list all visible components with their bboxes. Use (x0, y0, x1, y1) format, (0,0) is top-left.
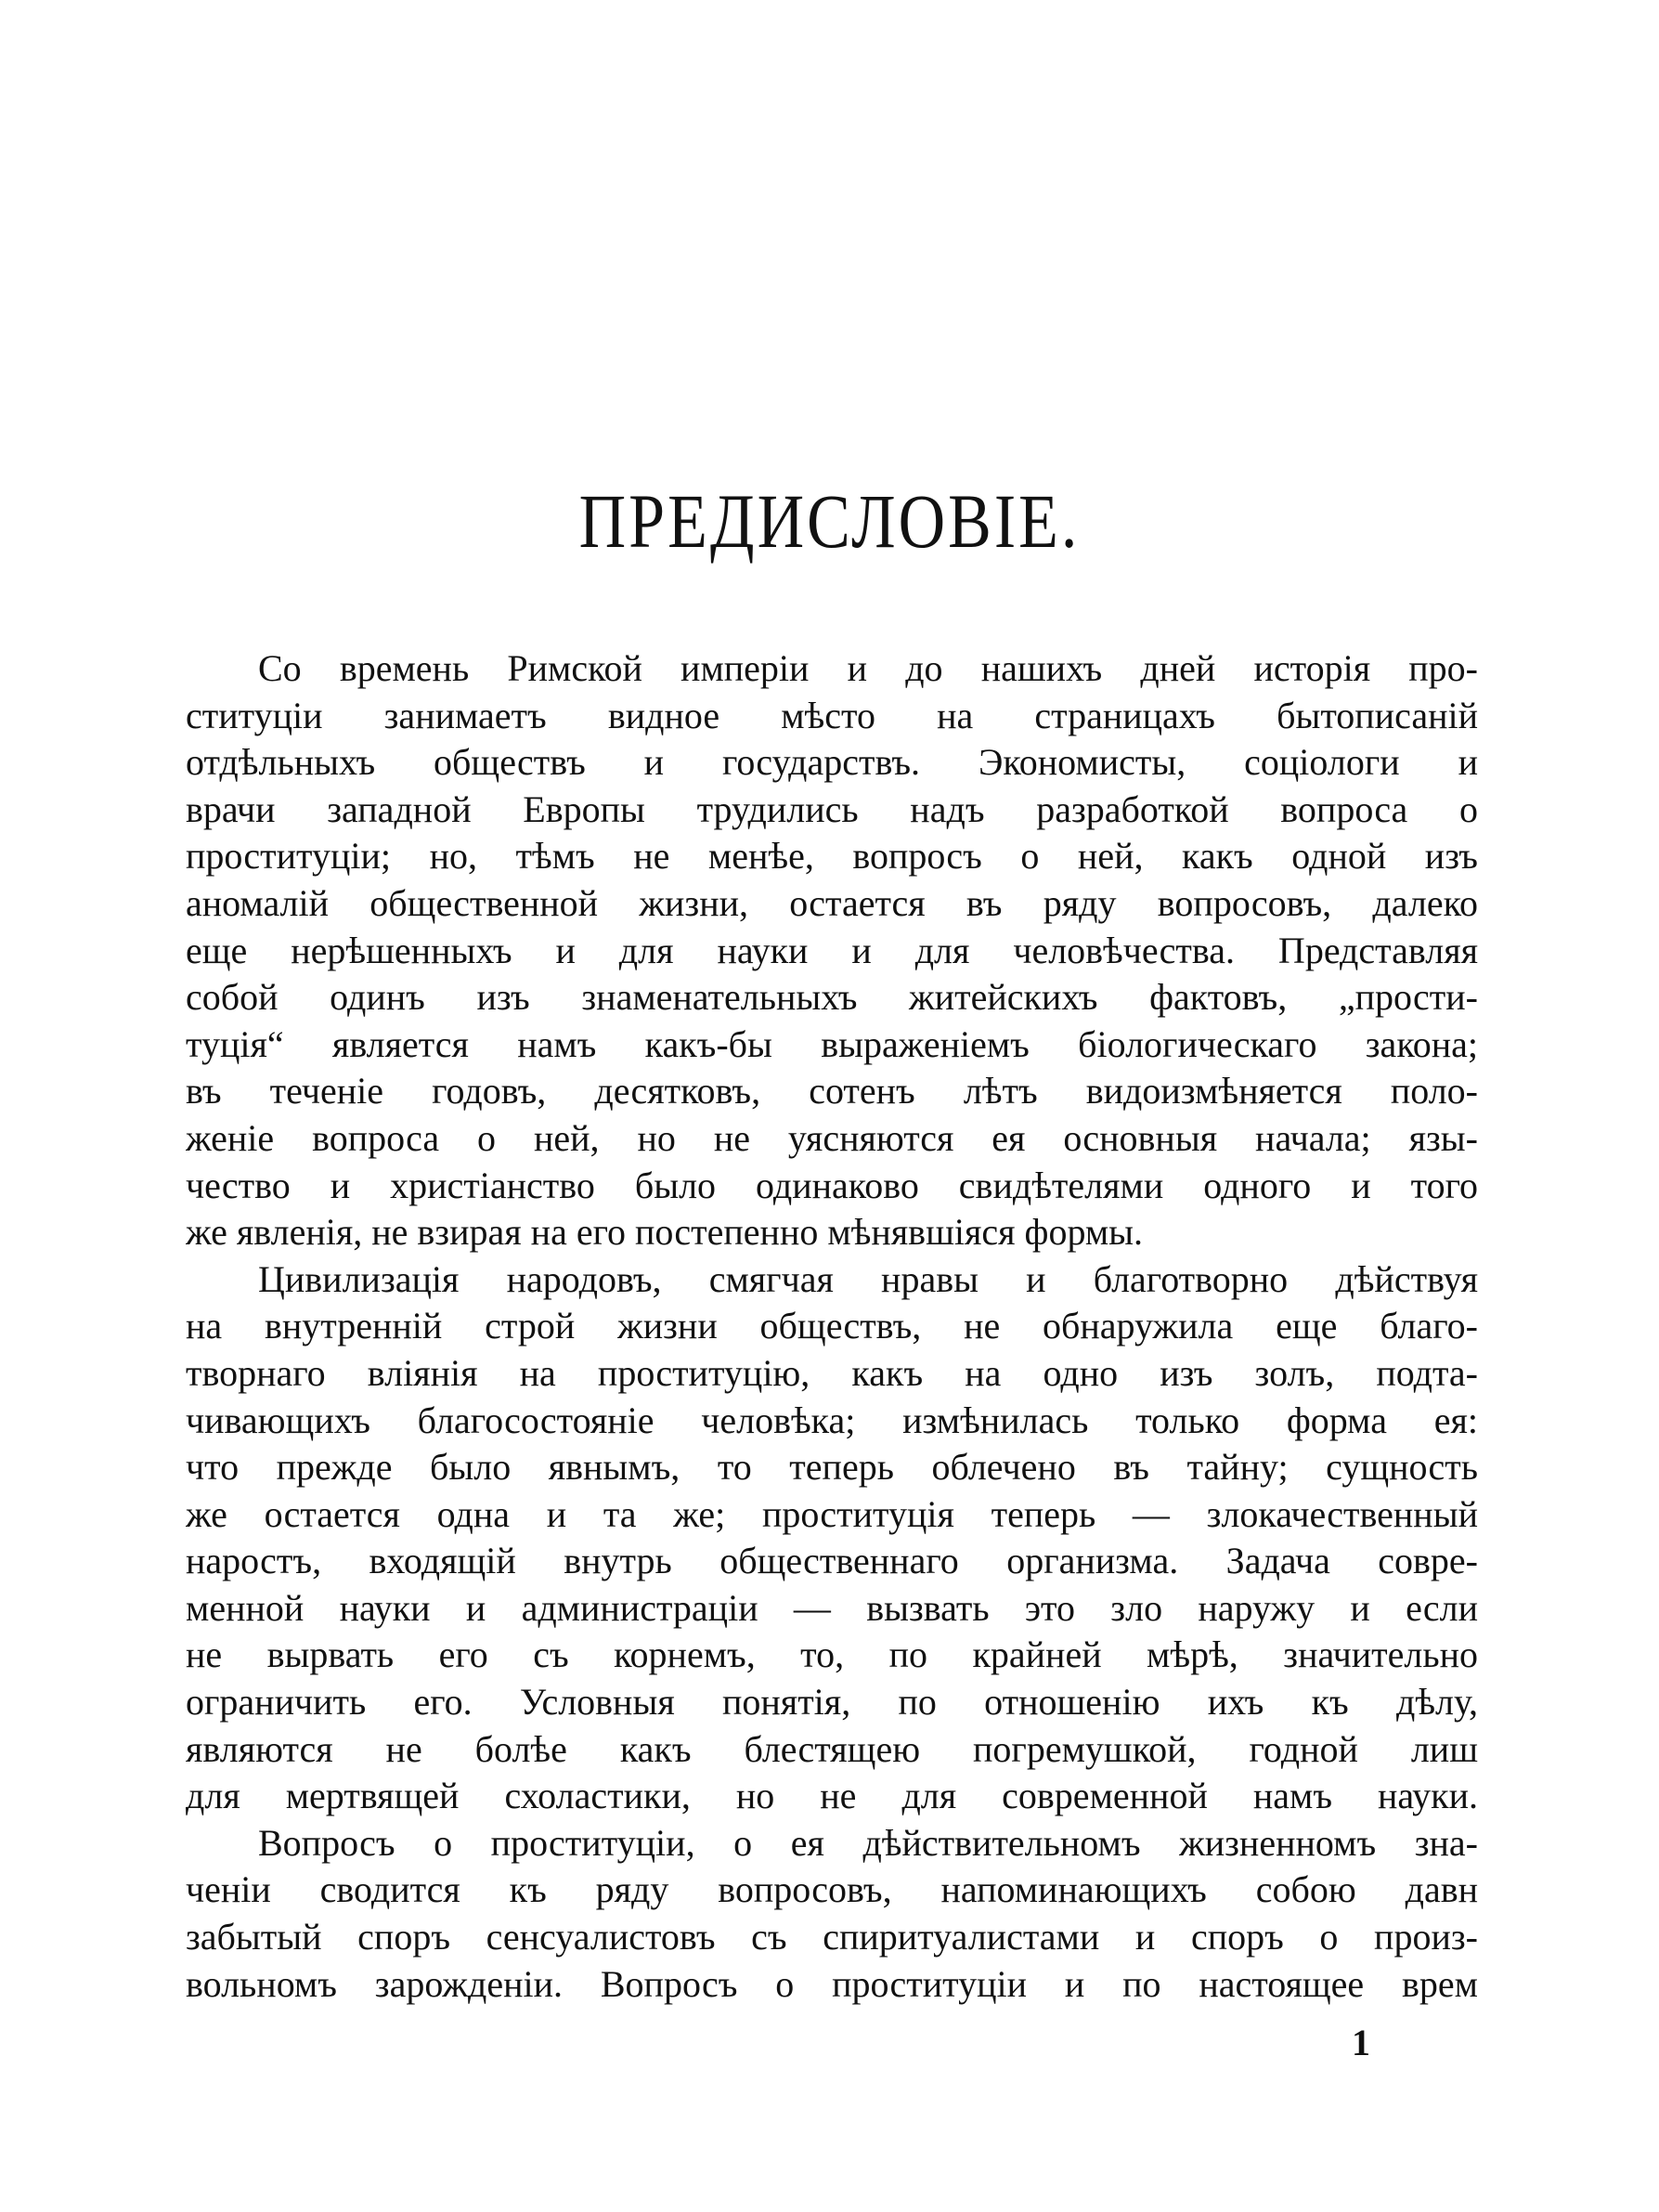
text-line: для мертвящей схоластики, но не для современной намъ науки. (186, 1775, 1478, 1817)
text-line: въ теченіе годовъ, десятковъ, сотенъ лѣтъ видоизмѣняется поло- (186, 1070, 1478, 1113)
text-line: менной науки и администраціи — вызвать это зло наружу и если (186, 1586, 1478, 1629)
text-line: наростъ, входящій внутрь общественнаго организма. Задача совре- (186, 1540, 1478, 1582)
text-line: аномалій общественной жизни, остается въ ряду вопросовъ, далеко (186, 881, 1478, 924)
text-line: чивающихъ благосостояніе человѣка; измѣнилась только форма ея: (186, 1399, 1478, 1441)
text-line: вольномъ зарожденіи. Вопросъ о проституціи и по настоящее врем (186, 1962, 1478, 2005)
text-line: проституціи; но, тѣмъ не менѣе, вопросъ о ней, какъ одной изъ (186, 835, 1478, 878)
text-line: врачи западной Европы трудились надъ разработкой вопроса о (186, 787, 1478, 830)
text-line: же остается одна и та же; проституція теперь — злокачественный (186, 1492, 1478, 1535)
text-line: являются не болѣе какъ блестящею погремушкой, годной лиш (186, 1727, 1478, 1770)
text-line: ограничить его. Условныя понятія, по отношенію ихъ къ дѣлу, (186, 1681, 1478, 1724)
text-line: же явленія, не взирая на его постепенно мѣнявшіяся формы. (186, 1211, 1144, 1254)
text-line: Вопросъ о проституціи, о ея дѣйствительномъ жизненномъ зна- (258, 1821, 1478, 1864)
text-line: женіе вопроса о ней, но не уясняются ея основныя начала; язы- (186, 1116, 1478, 1159)
text-line: Со времень Римской имперіи и до нашихъ дней исторія про- (258, 647, 1478, 689)
page-number: 1 (1352, 2022, 1370, 2063)
body-text (186, 645, 1478, 2008)
text-line: собой одинъ изъ знаменательныхъ житейскихъ фактовъ, „прости- (186, 976, 1478, 1019)
text-line: что прежде было явнымъ, то теперь облечено въ тайну; сущность (186, 1446, 1478, 1489)
text-line: ченіи сводится къ ряду вопросовъ, напоминающихъ собою давн (186, 1868, 1478, 1911)
page-title: ПРЕДИСЛОВІЕ. (578, 480, 1081, 566)
text-line: еще нерѣшенныхъ и для науки и для человѣчества. Представляя (186, 929, 1478, 971)
text-line: не вырвать его съ корнемъ, то, по крайней мѣрѣ, значительно (186, 1633, 1478, 1676)
text-line: на внутренній строй жизни обществъ, не обнаружила еще благо- (186, 1305, 1478, 1347)
text-line: чество и христіанство было одинаково свидѣтелями одного и того (186, 1164, 1478, 1206)
text-line: творнаго вліянія на проституцію, какъ на одно изъ золъ, подта- (186, 1351, 1478, 1394)
text-line: ституціи занимаетъ видное мѣсто на страницахъ бытописаній (186, 694, 1478, 736)
text-line: Цивилизація народовъ, смягчая нравы и благотворно дѣйствуя (258, 1257, 1478, 1300)
text-line: туція“ является намъ какъ-бы выраженіемъ біологическаго закона; (186, 1022, 1478, 1065)
text-line: забытый споръ сенсуалистовъ съ спиритуалистами и споръ о произ- (186, 1916, 1478, 1958)
text-line: отдѣльныхъ обществъ и государствъ. Экономисты, соціологи и (186, 741, 1478, 784)
